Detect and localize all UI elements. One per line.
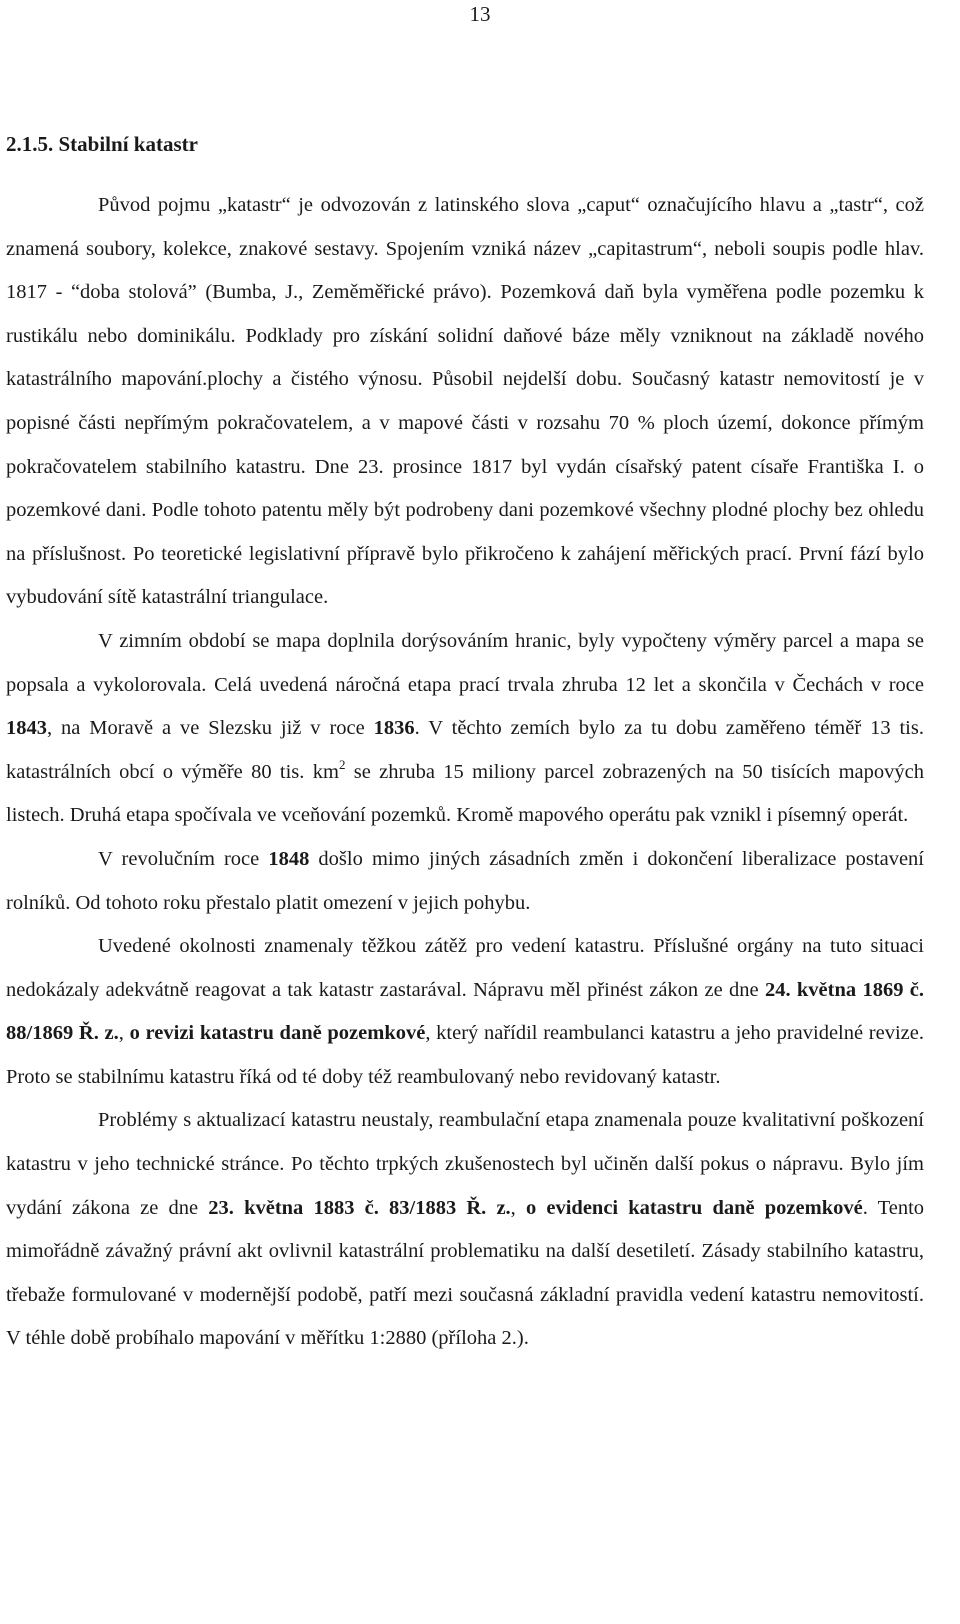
page-number: 13	[469, 2, 491, 26]
paragraph-origin-text: Původ pojmu „katastr“ je odvozován z latinského slova „caput“ označujícího hlavu a „tastr“, což znamená soubory, kolekce, znakové sestavy. Spojením vzniká název „capitastrum“, neboli soupis podle hlav. 1817 - “doba stolová” (Bumba, J., Zeměměřické právo). Pozemková daň byla vyměřena podle pozemku k rustikálu nebo dominikálu. Podklady pro získání solidní daňové báze měly vzniknout na základě nového katastrálního mapování.plochy a čistého výnosu. Působil nejdelší dobu. Současný katastr nemovitostí je v popisné části nepřímým pokračovatelem, a v mapové části v rozsahu 70 % ploch území, dokonce přímým pokračovatelem stabilního katastru. Dne 23. prosince 1817 byl vydán císařský patent císaře Františka I. o pozemkové dani. Podle tohoto patentu měly být podrobeny dani pozemkové všechny plodné plochy bez ohledu na příslušnost. Po teoretické legislativní přípravě bylo přikročeno k zahájení měřických prací. První fází bylo vybudování sítě katastrální triangulace.	[6, 194, 924, 609]
superscript-2: 2	[338, 756, 346, 772]
section-title: Stabilní katastr	[58, 132, 198, 156]
law-1883-title: o evidenci katastru daně pozemkové	[525, 1196, 863, 1219]
law-1883-reference: 23. května 1883 č. 83/1883 Ř. z.	[208, 1196, 511, 1219]
paragraph-mapping-text-a: V zimním období se mapa doplnila dorýsováním hranic, byly vypočteny výměry parcel a mapa se popsala a vykolorovala. Celá uvedená náročná etapa prací trvala zhruba 12 let a skončila v Čechách v roce	[6, 629, 924, 696]
paragraph-evidence-text-d: . Tento mimořádně závažný právní akt ovlivnil katastrální problematiku na další desetiletí. Zásady stabilního katastru, třebaže formulované v modernější podobě, patří mezi současná základní pravidla vedení katastru nemovitostí. V téhle době probíhalo mapování v měřítku 1:2880 (příloha 2.).	[6, 1196, 925, 1350]
paragraph-revolution-text-a: V revolučním roce	[98, 847, 269, 870]
paragraph-mapping	[6, 620, 924, 838]
document-body	[6, 184, 924, 1361]
paragraph-revision-text-d: , který nařídil reambulanci katastru a jeho pravidelné revize. Proto se stabilnímu katastru říká od té doby též reambulovaný nebo revidovaný katastr.	[6, 1022, 924, 1088]
paragraph-revision-text-c: ,	[118, 1022, 130, 1045]
year-bohemia: 1843	[6, 717, 47, 740]
year-moravia: 1836	[373, 717, 415, 740]
section-heading	[6, 132, 198, 157]
paragraph-mapping-text-d: . V těchto zemích bylo za tu dobu zaměřeno téměř 13 tis. katastrálních obcí o výměře 80 tis. km	[6, 717, 924, 783]
paragraph-origin	[6, 184, 924, 620]
law-1869-reference: 24. května 1869 č. 88/1869 Ř. z.	[6, 978, 925, 1045]
paragraph-revolution	[6, 838, 924, 925]
paragraph-mapping-text-e: se zhruba 15 miliony parcel zobrazených na 50 tisících mapových listech. Druhá etapa spočívala ve vceňování pozemků. Kromě mapového operátu pak vznikl i písemný operát.	[6, 760, 924, 827]
law-1869-title: o revizi katastru daně pozemkové	[129, 1022, 426, 1045]
paragraph-mapping-text-c: , na Moravě a ve Slezsku již v roce	[47, 717, 374, 740]
paragraph-revision	[6, 925, 924, 1099]
paragraph-revolution-text-c: došlo mimo jiných zásadních změn i dokončení liberalizace postavení rolníků. Od tohoto roku přestalo platit omezení v jejich pohybu.	[6, 847, 924, 914]
paragraph-evidence-text-c: ,	[510, 1196, 526, 1219]
paragraph-revision-text-a: Uvedené okolnosti znamenaly těžkou zátěž pro vedení katastru. Příslušné orgány na tuto situaci nedokázaly adekvátně reagovat a tak katastr zastarával. Nápravu měl přinést zákon ze dne	[6, 935, 924, 1001]
paragraph-evidence-text-a: Problémy s aktualizací katastru neustaly, reambulační etapa znamenala pouze kvalitativní poškození katastru v jeho technické stránce. Po těchto trpkých zkušenostech byl učiněn další pokus o nápravu. Bylo jím vydání zákona ze dne	[6, 1109, 924, 1219]
paragraph-evidence	[6, 1099, 924, 1361]
year-revolution: 1848	[268, 847, 310, 870]
section-number: 2.1.5.	[6, 132, 54, 156]
